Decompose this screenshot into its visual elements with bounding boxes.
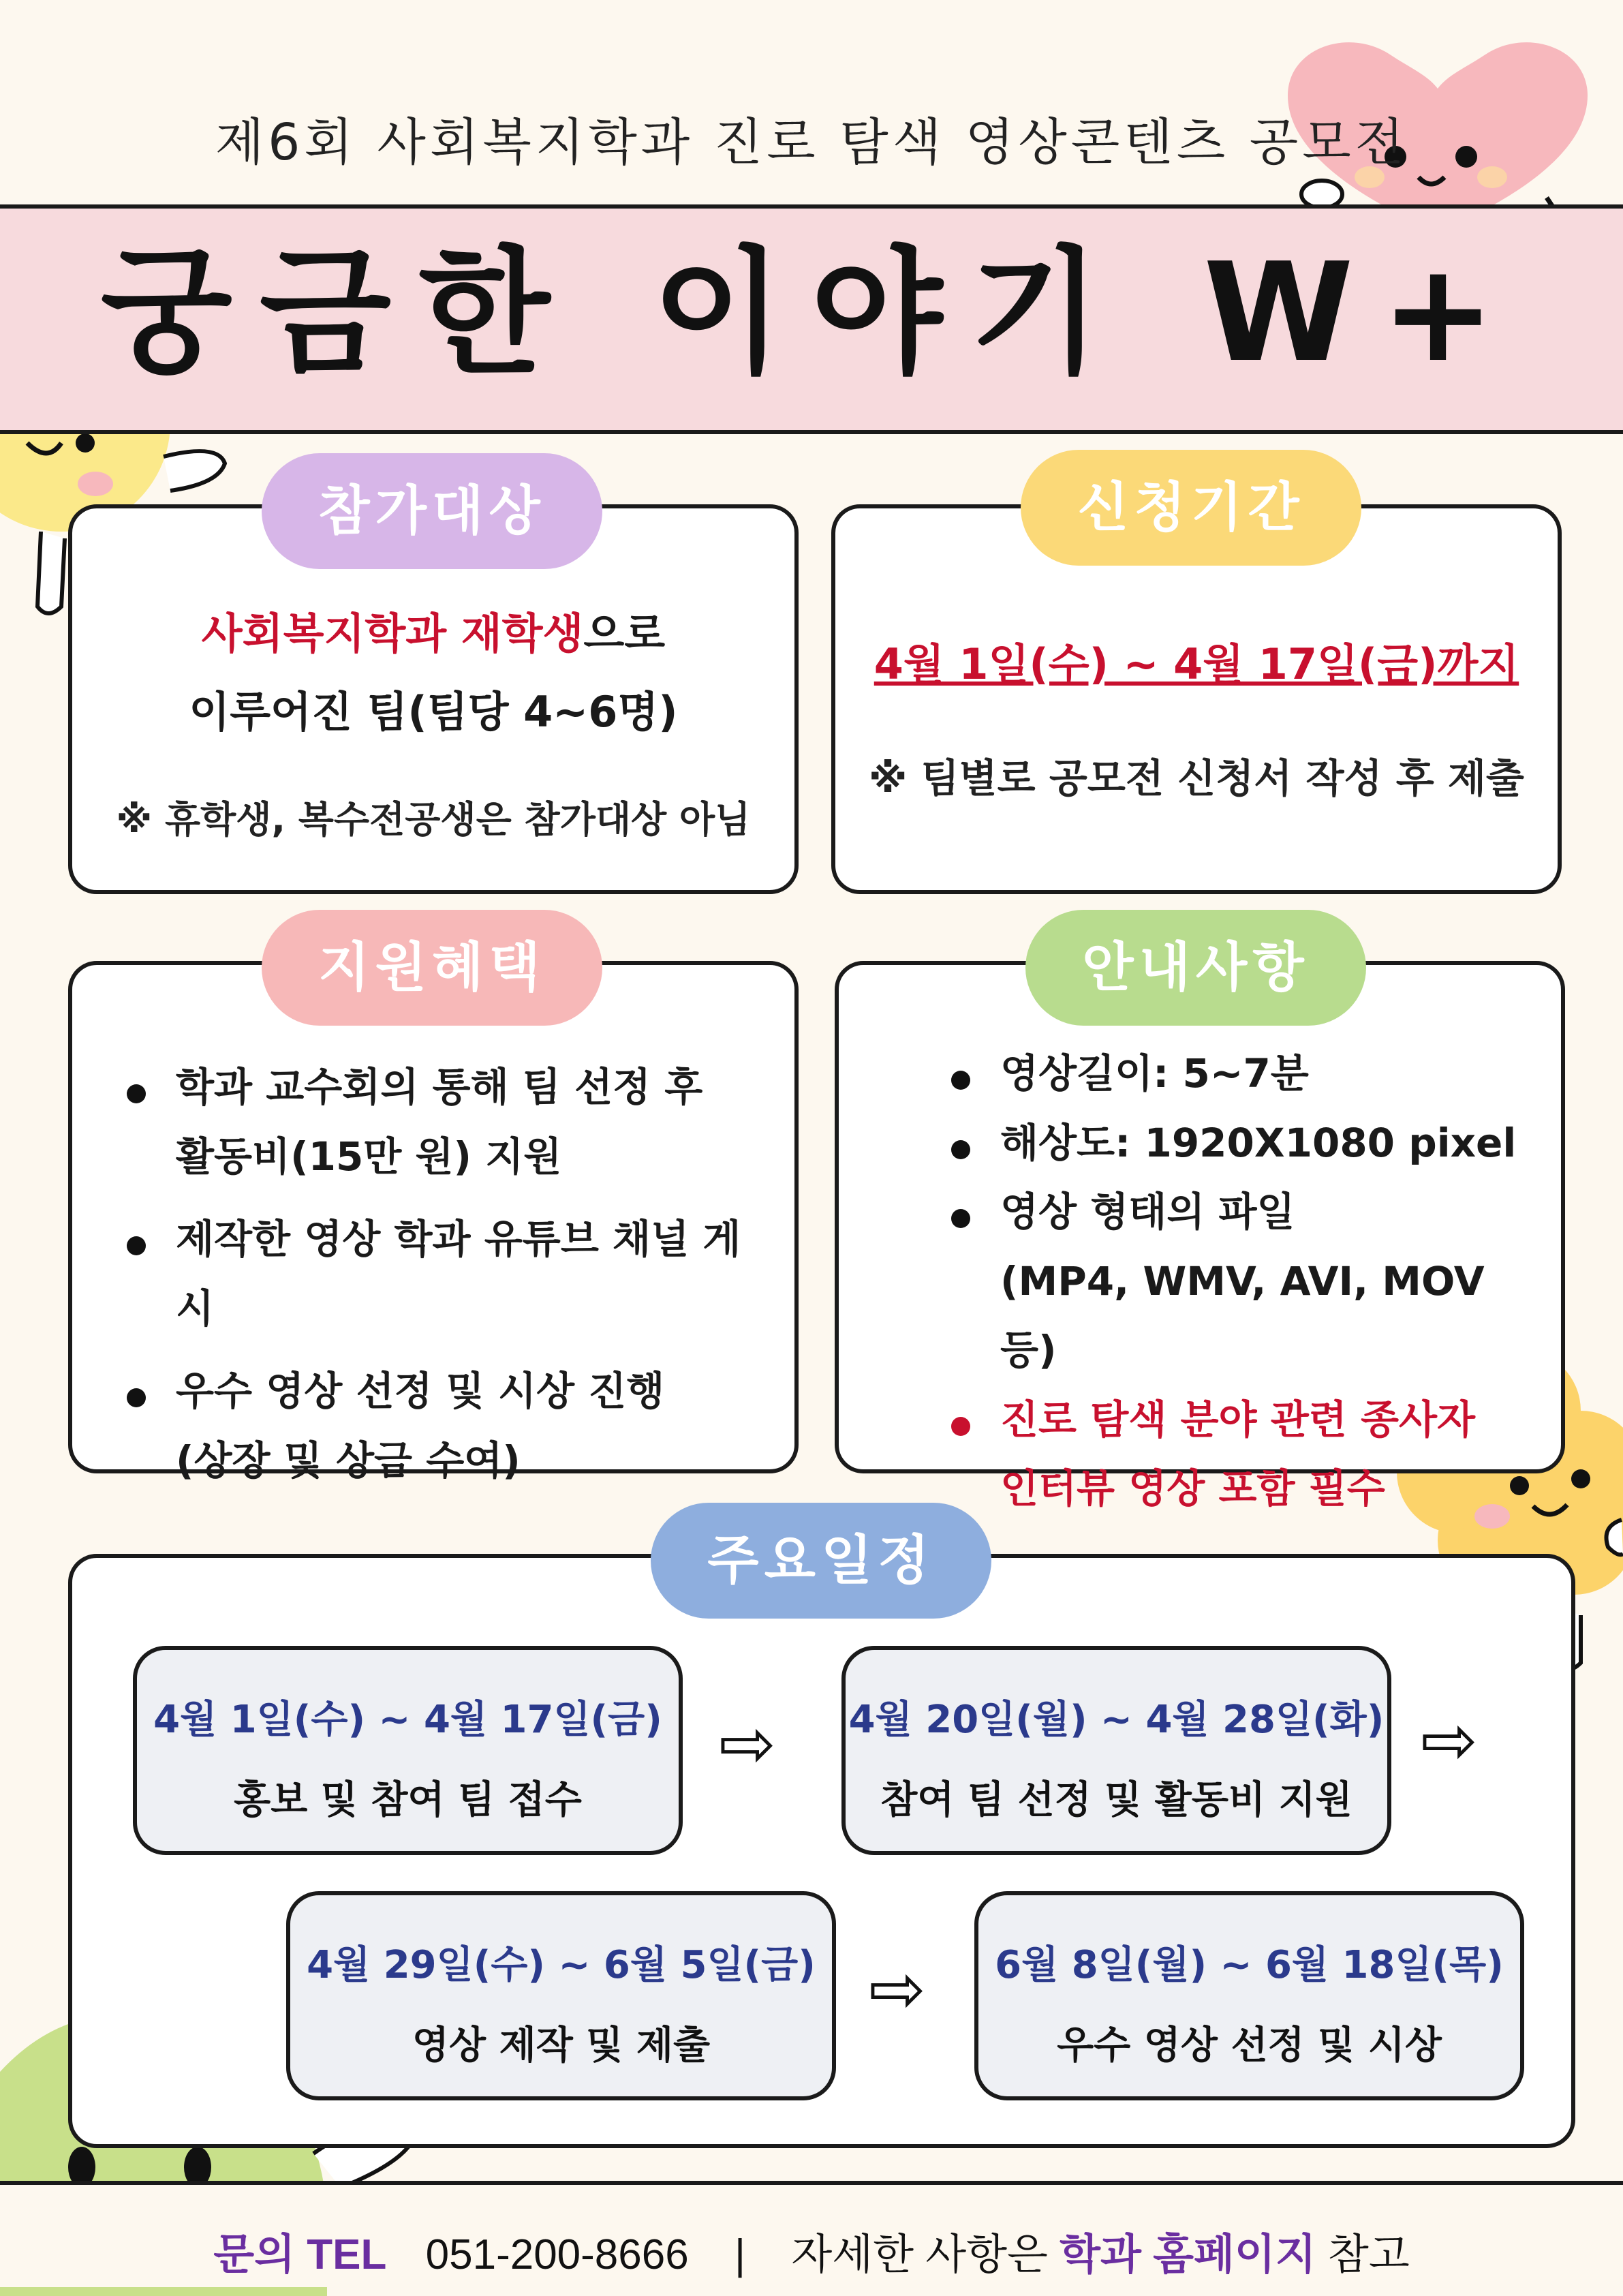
schedule-step-4	[974, 1891, 1524, 2100]
benefit-item: 우수 영상 선정 및 시상 진행	[123, 1357, 777, 1426]
arrow-right-icon: ⇨	[719, 1704, 776, 1784]
period-label	[1021, 450, 1361, 566]
notice-item-continued: (MP4, WMV, AVI, MOV 등)	[1000, 1257, 1485, 1373]
schedule-step-event: 우수 영상 선정 및 시상	[1057, 2023, 1442, 2068]
schedule-step-date: 4월 1일(수) ~ 4월 17일(금)	[153, 1698, 662, 1742]
schedule-label-text: 주요일정	[707, 1530, 935, 1591]
schedule-step-2	[841, 1646, 1391, 1855]
eligibility-target-suffix: 으로	[583, 609, 666, 658]
benefits-label	[262, 910, 602, 1026]
page-title: 궁금한 이야기 W+	[100, 234, 1523, 393]
notice-item: 해상도: 1920X1080 pixel	[947, 1109, 1547, 1178]
eligibility-target: 사회복지학과 재학생	[201, 609, 584, 658]
period-note: ※ 팀별로 공모전 신청서 작성 후 제출	[869, 755, 1524, 801]
eligibility-label	[262, 453, 602, 569]
notice-item-required: 진로 탐색 분야 관련 종사자	[947, 1386, 1547, 1455]
benefit-item: 제작한 영상 학과 유튜브 채널 게시	[123, 1205, 777, 1343]
contact-phone: 051-200-8666	[425, 2231, 689, 2278]
notice-item: 영상길이: 5~7분	[947, 1039, 1547, 1109]
period-dates: 4월 1일(수) ~ 4월 17일(금)까지	[874, 639, 1519, 689]
schedule-step-event: 영상 제작 및 제출	[412, 2023, 711, 2068]
footer	[0, 2181, 1623, 2287]
schedule-step-event: 홍보 및 참여 팀 접수	[234, 1778, 582, 1822]
schedule-step-date: 6월 8일(월) ~ 6월 18일(목)	[995, 1943, 1504, 1987]
arrow-right-icon: ⇨	[1421, 1700, 1478, 1780]
more-info-prefix: 자세한 사항은	[791, 2231, 1060, 2278]
notice-label-text: 안내사항	[1082, 937, 1310, 998]
footer-text	[0, 2220, 1623, 2281]
arrow-right-icon: ⇨	[869, 1949, 926, 2029]
schedule-label	[651, 1503, 991, 1619]
schedule-step-1	[133, 1646, 683, 1855]
homepage-link[interactable]: 학과 홈페이지	[1060, 2231, 1316, 2278]
benefits-list	[123, 1053, 777, 1495]
notice-item: 영상 형태의 파일	[947, 1178, 1547, 1247]
more-info-suffix: 참고	[1316, 2231, 1410, 2278]
notice-item-required-continued: 인터뷰 영상 포함 필수	[1000, 1465, 1385, 1512]
eligibility-note: ※ 휴학생, 복수전공생은 참가대상 아님	[116, 798, 751, 841]
schedule-step-date: 4월 29일(수) ~ 6월 5일(금)	[307, 1943, 816, 1987]
schedule-step-3	[286, 1891, 836, 2100]
benefit-item-continued: 활동비(15만 원) 지원	[176, 1133, 562, 1180]
benefit-item: 학과 교수회의 통해 팀 선정 후	[123, 1053, 777, 1122]
eligibility-line1	[68, 600, 799, 660]
notice-label	[1025, 910, 1366, 1026]
benefit-item-continued: (상장 및 상금 수여)	[176, 1437, 521, 1484]
footer-separator: |	[734, 2231, 746, 2278]
eligibility-label-text: 참가대상	[318, 480, 546, 542]
period-label-text: 신청기간	[1077, 477, 1305, 538]
schedule-step-date: 4월 20일(월) ~ 4월 28일(화)	[848, 1698, 1385, 1742]
contest-subtitle: 제6회 사회복지학과 진로 탐색 영상콘텐츠 공모전	[215, 113, 1408, 172]
eligibility-line2: 이루어진 팀(팀당 4~6명)	[189, 687, 678, 737]
benefits-label-text: 지원혜택	[318, 937, 546, 998]
contact-label: 문의 TEL	[213, 2231, 387, 2278]
schedule-step-event: 참여 팀 선정 및 활동비 지원	[880, 1778, 1352, 1822]
notice-list	[947, 1039, 1547, 1524]
